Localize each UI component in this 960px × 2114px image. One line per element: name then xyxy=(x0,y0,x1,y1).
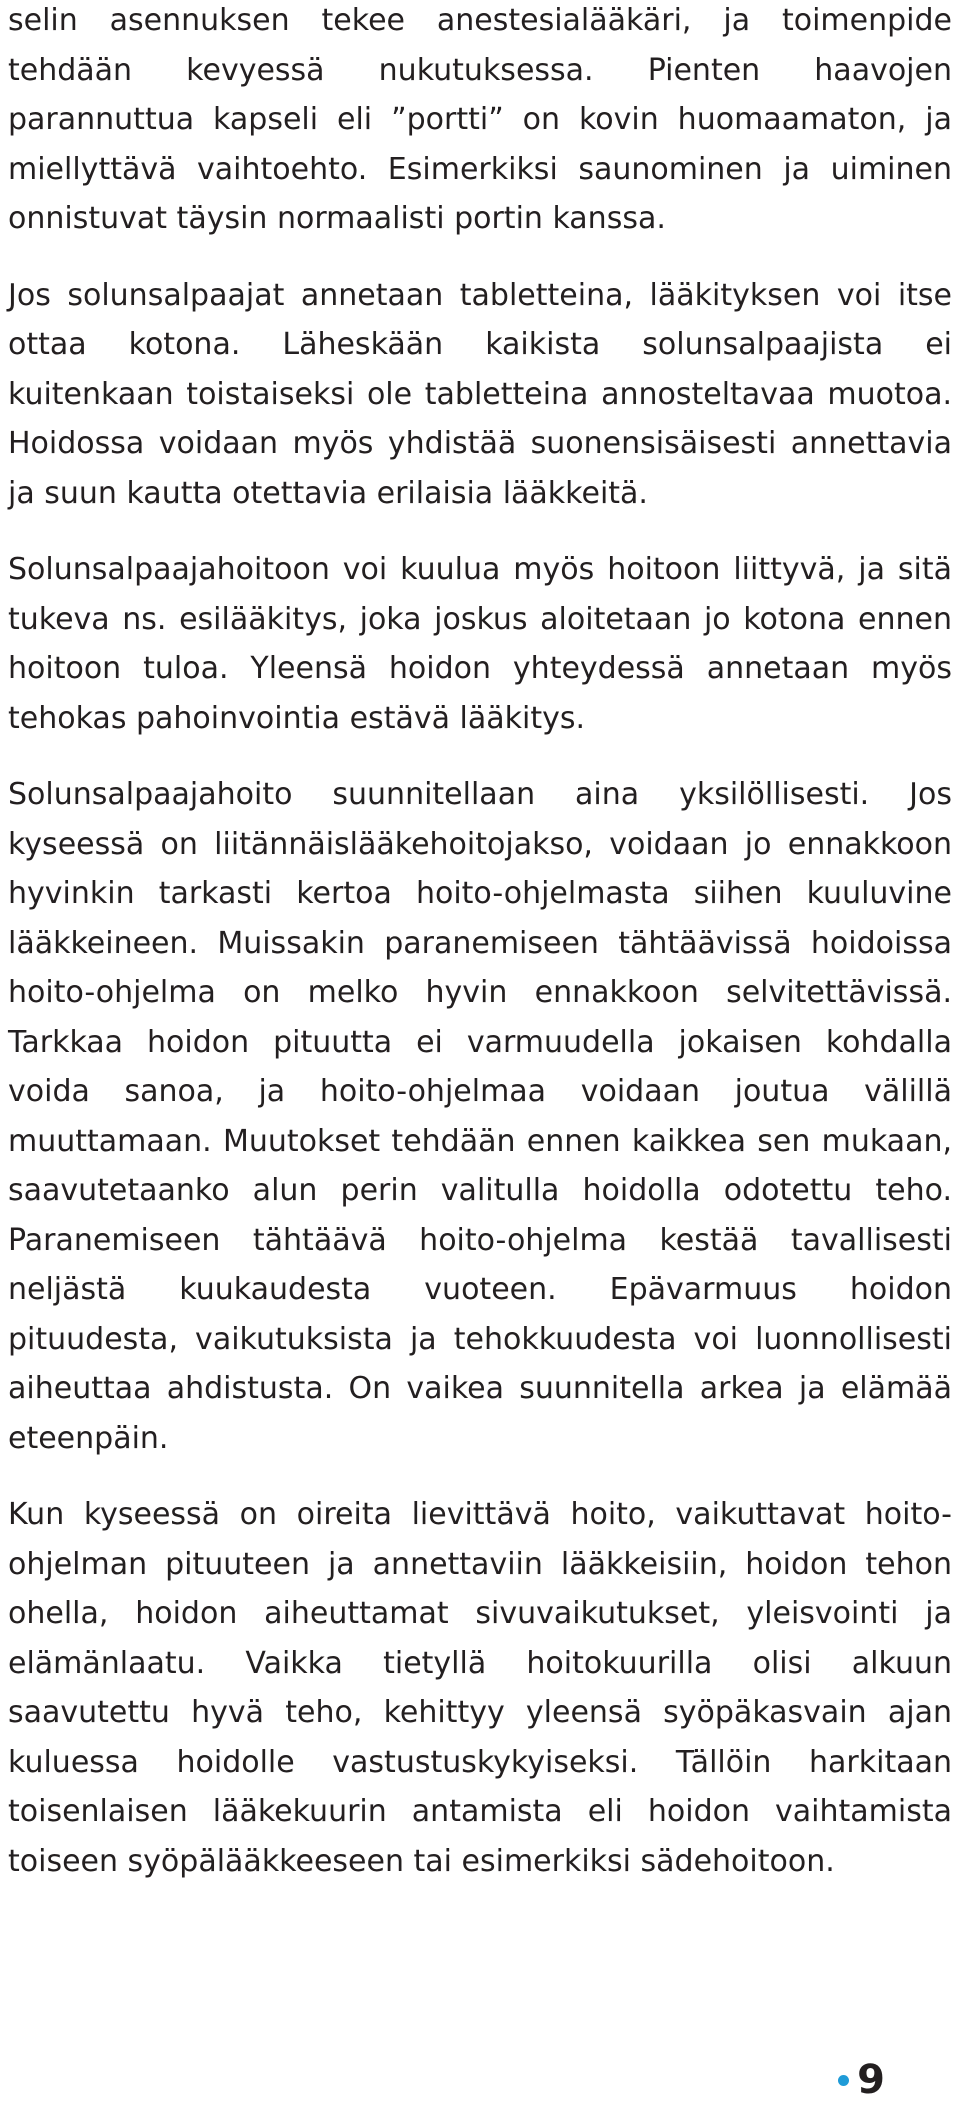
paragraph-2: Jos solunsalpaajat annetaan tabletteina, lääkityksen voi itse ottaa kotona. Läheskään kaikista solunsalpaajista ei kuitenkaan toistaiseksi ole tabletteina annosteltavaa muotoa. Hoidossa voidaan myös yhdistää suonensisäisesti annettavia ja suun kautta otettavia erilaisia lääkkeitä. xyxy=(8,277,952,511)
document-page xyxy=(8,0,952,1913)
page-footer xyxy=(838,2057,885,2103)
paragraph-5: Kun kyseessä on oireita lievittävä hoito, vaikuttavat hoito-ohjelman pituuteen ja annettaviin lääkkeisiin, hoidon tehon ohella, hoidon aiheuttamat sivuvaikutukset, yleisvointi ja elämänlaatu. Vaikka tietyllä hoitokuurilla olisi alkuun saavutettu hyvä teho, kehittyy yleensä syöpäkasvain ajan kuluessa hoidolle vastustuskykyiseksi. Tällöin harkitaan toisenlaisen lääkekuurin antamista eli hoidon vaihtamista toiseen syöpälääkkeeseen tai esimerkiksi sädehoitoon. xyxy=(8,1497,952,1879)
paragraph-4: Solunsalpaajahoito suunnitellaan aina yksilöllisesti. Jos kyseessä on liitännäislääkehoitojakso, voidaan jo ennakkoon hyvinkin tarkasti kertoa hoito-ohjelmasta siihen kuuluvine lääkkeineen. Muissakin paranemiseen tähtäävissä hoidoissa hoito-ohjelma on melko hyvin ennakkoon selvitettävissä. Tarkkaa hoidon pituutta ei varmuudella jokaisen kohdalla voida sanoa, ja hoito-ohjelmaa voidaan joutua välillä muuttamaan. Muutokset tehdään ennen kaikkea sen mukaan, saavutetaanko alun perin valitulla hoidolla odotettu teho. Paranemiseen tähtäävä hoito-ohjelma kestää tavallisesti neljästä kuukaudesta vuoteen. Epävarmuus hoidon pituudesta, vaikutuksista ja tehokkuudesta voi luonnollisesti aiheuttaa ahdistusta. On vaikea suunnitella arkea ja elämää eteenpäin. xyxy=(8,777,952,1456)
page-number: 9 xyxy=(857,2057,885,2103)
bullet-dot-icon xyxy=(838,2075,849,2086)
paragraph-1: selin asennuksen tekee anestesialääkäri, ja toimenpide tehdään kevyessä nukutuksessa. Pienten haavojen parannuttua kapseli eli ”portti” on kovin huomaamaton, ja miellyttävä vaihtoehto. Esimerkiksi saunominen ja uiminen onnistuvat täysin normaalisti portin kanssa. xyxy=(8,3,952,236)
paragraph-3: Solunsalpaajahoitoon voi kuulua myös hoitoon liittyvä, ja sitä tukeva ns. esilääkitys, joka joskus aloitetaan jo kotona ennen hoitoon tuloa. Yleensä hoidon yhteydessä annetaan myös tehokas pahoinvointia estävä lääkitys. xyxy=(8,552,952,736)
